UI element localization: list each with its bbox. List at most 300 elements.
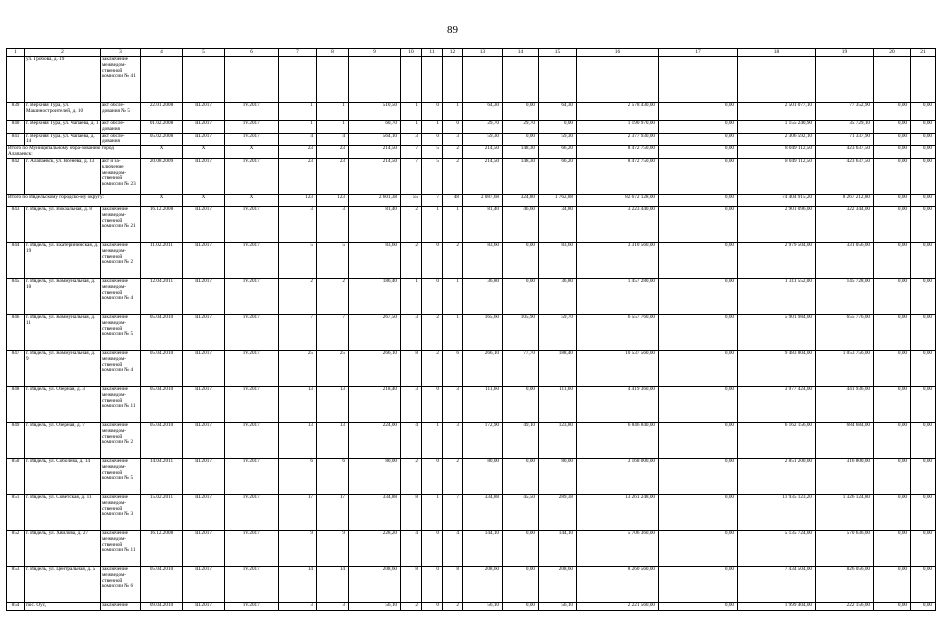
table-cell: 172,90 <box>463 422 503 458</box>
table-cell: 423 637,50 <box>816 158 874 194</box>
table-cell: 0,00 <box>659 566 738 602</box>
table-cell <box>911 57 936 103</box>
table-cell: 144,10 <box>463 530 503 566</box>
header-cell: 20 <box>874 49 911 57</box>
table-cell: 3 <box>401 314 422 350</box>
table-row <box>7 494 936 530</box>
housing-table <box>6 48 936 611</box>
table-cell: 852 <box>7 530 25 566</box>
header-cell: 1 <box>7 49 25 57</box>
table-cell: 4 <box>279 133 317 146</box>
table-cell: 842 <box>7 158 25 194</box>
table-cell: 1 <box>279 121 317 134</box>
header-cell: 14 <box>503 49 539 57</box>
table-cell: 0,00 <box>911 314 936 350</box>
table-cell: III.2017 <box>183 242 225 278</box>
table-cell: 228,20 <box>349 530 401 566</box>
table-cell: 0,00 <box>659 103 738 121</box>
table-cell: 334,88 <box>349 494 401 530</box>
table-cell: г. Ивдель, ул. Озерная, д. 3 <box>25 386 101 422</box>
table-cell: 0,00 <box>874 133 911 146</box>
table-cell: 0,00 <box>503 530 539 566</box>
table-cell: 0,00 <box>911 566 936 602</box>
table-cell: 1 <box>401 103 422 121</box>
header-cell: 16 <box>577 49 659 57</box>
table-cell: IV.2017 <box>225 566 279 602</box>
table-cell: 3 168 000,00 <box>577 458 659 494</box>
table-cell: 6 846 840,00 <box>577 422 659 458</box>
table-row <box>7 350 936 386</box>
table-cell: 8 472 750,00 <box>577 158 659 194</box>
table-cell: 3 <box>279 602 317 610</box>
table-cell: 05.04.2010 <box>141 566 183 602</box>
table-cell: 1 155 240,90 <box>738 121 816 134</box>
table-cell: 441 936,00 <box>816 386 874 422</box>
table-cell: 0,00 <box>659 278 738 314</box>
table-cell: 9 <box>317 530 349 566</box>
table-cell: IV.2017 <box>225 133 279 146</box>
header-cell: 9 <box>349 49 401 57</box>
table-cell: 3 310 560,00 <box>577 242 659 278</box>
table-cell: г. Ивдель, ул. Коммунальная, д. 10 <box>25 278 101 314</box>
table-cell: 0,00 <box>911 422 936 458</box>
table-cell: 11.02.2011 <box>141 242 183 278</box>
table-cell: 22.01.2008 <box>141 103 183 121</box>
table-cell <box>317 57 349 103</box>
table-cell: заключение <box>101 602 141 610</box>
table-cell: 0,00 <box>503 602 539 610</box>
table-cell: 8 260 560,00 <box>577 566 659 602</box>
table-cell: г. Алапаевск, ул. Ясенева, д. 13 <box>25 158 101 194</box>
table-cell: 6 162 156,00 <box>738 422 816 458</box>
table-cell: 331 056,00 <box>816 242 874 278</box>
table-cell: 0,00 <box>874 314 911 350</box>
table-cell: 7 <box>279 314 317 350</box>
table-cell: 3 977 424,00 <box>738 386 816 422</box>
table-row <box>7 566 936 602</box>
table-cell: 105,90 <box>503 314 539 350</box>
table-cell: 0 <box>422 458 443 494</box>
table-cell: 2 <box>279 278 317 314</box>
table-cell: 23 <box>279 146 317 159</box>
table-cell: III.2017 <box>183 206 225 242</box>
table-cell: 851 <box>7 494 25 530</box>
header-cell: 15 <box>539 49 577 57</box>
table-cell: 82 672 128,00 <box>577 194 659 206</box>
table-cell: 0,00 <box>659 458 738 494</box>
table-cell: IV.2017 <box>225 530 279 566</box>
table-cell: 48 <box>443 194 463 206</box>
table-row <box>7 206 936 242</box>
table-cell: 847 <box>7 350 25 386</box>
table-cell: 839 <box>7 103 25 121</box>
table-cell: 35 729,10 <box>816 121 874 134</box>
table-cell: 1 <box>422 422 443 458</box>
table-cell: акт обсле-дования <box>101 133 141 146</box>
table-cell: 0,00 <box>659 422 738 458</box>
table-cell: III.2017 <box>183 350 225 386</box>
table-cell: 64,30 <box>463 103 503 121</box>
table-cell: 0,00 <box>874 422 911 458</box>
table-cell: г. Ивдель, ул. Центральная, д. 5 <box>25 566 101 602</box>
table-cell: 15.02.2011 <box>141 494 183 530</box>
table-cell: 80,00 <box>539 458 577 494</box>
table-cell: г. Ивдель, ул. Вокзальная, д. 8 <box>25 206 101 242</box>
table-cell: 81,40 <box>463 206 503 242</box>
table-cell: 5 135 724,00 <box>738 530 816 566</box>
table-cell: 2 <box>401 242 422 278</box>
table-cell: заключение межведом-ственной комиссии № 2 <box>101 422 141 458</box>
table-cell: 0,00 <box>874 566 911 602</box>
table-cell: 0,00 <box>874 146 911 159</box>
table-cell: 123,80 <box>539 422 577 458</box>
table-cell <box>141 57 183 103</box>
table-cell: 2 901 096,00 <box>738 206 816 242</box>
table-cell: 1 <box>443 103 463 121</box>
table-cell: 0,00 <box>911 458 936 494</box>
table-cell: 8 049 112,50 <box>738 146 816 159</box>
table-cell: 23 <box>279 158 317 194</box>
table-cell: 849 <box>7 422 25 458</box>
table-cell: 2 <box>443 242 463 278</box>
table-cell: 13 <box>279 422 317 458</box>
table-cell: 0,00 <box>659 386 738 422</box>
table-cell: 6 <box>443 350 463 386</box>
table-cell: г. Верхняя Тура, ул. Машиностроителей, д. 10 <box>25 103 101 121</box>
header-cell: 17 <box>659 49 738 57</box>
table-cell: 59,70 <box>539 314 577 350</box>
table-cell: 8 472 750,00 <box>577 146 659 159</box>
table-cell: 845 <box>7 278 25 314</box>
table-cell: 841 <box>7 133 25 146</box>
table-cell <box>422 57 443 103</box>
table-cell: 5 <box>317 242 349 278</box>
table-cell: 334,88 <box>463 494 503 530</box>
table-cell: 0,00 <box>911 158 936 194</box>
table-cell: IV.2017 <box>225 350 279 386</box>
table-cell: акт обсле-дования <box>101 121 141 134</box>
table-cell: 4 <box>317 133 349 146</box>
table-cell: 0,00 <box>503 133 539 146</box>
table-cell: 0 <box>422 530 443 566</box>
table-cell: 0 <box>422 602 443 610</box>
table-cell: 2 <box>443 602 463 610</box>
table-cell: 1 999 404,00 <box>738 602 816 610</box>
table-cell: 4 <box>401 530 422 566</box>
table-cell: 8 267 212,80 <box>816 194 874 206</box>
table-cell: 14 <box>279 566 317 602</box>
table-cell: 2 <box>422 314 443 350</box>
table-cell: 01.02.2008 <box>141 121 183 134</box>
table-cell: 848 <box>7 386 25 422</box>
table-cell: заключение межведом-ственной комиссии № 6 <box>101 566 141 602</box>
table-cell: 9 <box>279 530 317 566</box>
table-cell: 1 <box>401 121 422 134</box>
table-cell: 324,80 <box>503 194 539 206</box>
table-cell: 148,30 <box>503 158 539 194</box>
total-row <box>7 146 936 159</box>
table-cell: 2 221 560,00 <box>577 602 659 610</box>
table-cell: 0,00 <box>874 278 911 314</box>
table-cell: 17 <box>279 494 317 530</box>
table-cell: 3 223 440,00 <box>577 206 659 242</box>
table-row <box>7 458 936 494</box>
table-cell: 0,00 <box>911 530 936 566</box>
table-row <box>7 530 936 566</box>
table-cell: 0 <box>422 278 443 314</box>
table-cell: 77,70 <box>503 350 539 386</box>
table-cell: 66,20 <box>539 158 577 194</box>
table-row <box>7 103 936 121</box>
table-cell: 148,30 <box>503 146 539 159</box>
table-cell: 05.02.2008 <box>141 133 183 146</box>
table-cell: III.2017 <box>183 158 225 194</box>
table-cell: 5 <box>279 242 317 278</box>
table-cell: 3 <box>279 206 317 242</box>
table-cell: 6 <box>317 458 349 494</box>
table-cell: 684 684,00 <box>816 422 874 458</box>
table-cell: 7 <box>443 494 463 530</box>
table-cell: 3 <box>443 386 463 422</box>
table-cell: 0,00 <box>503 566 539 602</box>
table-cell: III.2017 <box>183 530 225 566</box>
table-cell: 7 434 504,00 <box>738 566 816 602</box>
table-cell: 20.08.2009 <box>141 158 183 194</box>
table-cell: 0,00 <box>874 194 911 206</box>
table-cell: III.2017 <box>183 386 225 422</box>
table-cell: 12.04.2011 <box>141 278 183 314</box>
table-cell: 4 <box>401 422 422 458</box>
header-cell: 19 <box>816 49 874 57</box>
table-cell: 846 <box>7 314 25 350</box>
table-cell: 1 053 756,00 <box>816 350 874 386</box>
table-cell: 5 901 984,00 <box>738 314 816 350</box>
table-cell: 0,00 <box>874 386 911 422</box>
table-cell: 0,00 <box>911 194 936 206</box>
table-cell: 3 <box>317 206 349 242</box>
table-cell: 2 851 200,00 <box>738 458 816 494</box>
table-cell: 214,50 <box>463 146 503 159</box>
table-cell: 214,50 <box>349 158 401 194</box>
table-cell: г. Ивдель, ул. Советская, д. 11 <box>25 494 101 530</box>
table-cell: 81,40 <box>349 206 401 242</box>
table-cell <box>279 57 317 103</box>
table-cell: 208,60 <box>349 566 401 602</box>
table-cell: 2 306 592,10 <box>738 133 816 146</box>
table-cell: 64,30 <box>539 103 577 121</box>
table-cell: 0,00 <box>503 386 539 422</box>
table-row <box>7 121 936 134</box>
table-cell: заключение межведом-ственной комиссии № 4 <box>101 278 141 314</box>
header-cell: 7 <box>279 49 317 57</box>
header-cell: 3 <box>101 49 141 57</box>
table-cell: 266,10 <box>463 350 503 386</box>
table-cell: 83,60 <box>349 242 401 278</box>
header-cell: 21 <box>911 49 936 57</box>
table-cell <box>463 57 503 103</box>
table-cell: 1 457 280,00 <box>577 278 659 314</box>
table-cell: 29,70 <box>503 121 539 134</box>
table-cell: 2 601,38 <box>349 194 401 206</box>
table-cell: заключение межведом-ственной комиссии № 3 <box>101 494 141 530</box>
table-cell: III.2017 <box>183 494 225 530</box>
table-cell: 13 <box>317 422 349 458</box>
table-cell: 0,00 <box>874 158 911 194</box>
table-cell: 09.04.2010 <box>141 602 183 610</box>
table-cell: 208,60 <box>539 566 577 602</box>
table-cell: 0,00 <box>659 146 738 159</box>
table-cell: 45,50 <box>503 494 539 530</box>
table-cell: 2 <box>422 350 443 386</box>
table-cell: 0 <box>422 103 443 121</box>
table-cell: 66,20 <box>539 146 577 159</box>
table-cell: г. Ивдель, ул. Коммунальная, д. 9 <box>25 350 101 386</box>
table-cell: 05.04.2010 <box>141 350 183 386</box>
table-cell: акт и за-ключение межведом-ственной комиссии № 23 <box>101 158 141 194</box>
table-cell: 5 <box>422 158 443 194</box>
table-cell: IV.2017 <box>225 206 279 242</box>
table-cell: IV.2017 <box>225 314 279 350</box>
table-cell: г. Верхняя Тура, ул. Чапаева, д. 1 <box>25 121 101 134</box>
table-cell: 1 190 970,00 <box>577 121 659 134</box>
table-cell: 144,10 <box>539 530 577 566</box>
table-cell <box>443 57 463 103</box>
header-cell: 12 <box>443 49 463 57</box>
table-cell: 2 <box>443 158 463 194</box>
table-cell: 2 501 077,10 <box>738 103 816 121</box>
table-cell: 655 776,00 <box>816 314 874 350</box>
table-cell: 1 762,88 <box>539 194 577 206</box>
table-cell: 0 <box>443 121 463 134</box>
table-cell: III.2017 <box>183 121 225 134</box>
table-cell: 1 326 124,80 <box>816 494 874 530</box>
table-cell: 13 <box>317 386 349 422</box>
table-cell: III.2017 <box>183 133 225 146</box>
table-cell: 0,00 <box>874 458 911 494</box>
table-cell: 208,60 <box>463 566 503 602</box>
table-cell: 3 <box>317 602 349 610</box>
table-cell: 2 <box>443 146 463 159</box>
table-row <box>7 158 936 194</box>
table-cell: 2 <box>401 458 422 494</box>
table-cell: IV.2017 <box>225 422 279 458</box>
table-cell: 0,00 <box>911 386 936 422</box>
table-cell: 0,00 <box>874 350 911 386</box>
table-cell: 4 <box>443 530 463 566</box>
table-cell: 0 <box>422 566 443 602</box>
table-cell: 0,00 <box>659 530 738 566</box>
table-cell: 1 <box>317 103 349 121</box>
table-cell: 17 <box>317 494 349 530</box>
table-cell: 0,00 <box>874 494 911 530</box>
table-cell: 1 <box>443 278 463 314</box>
table-cell: 188,40 <box>539 350 577 386</box>
table-cell: 0,00 <box>503 458 539 494</box>
header-cell: 18 <box>738 49 816 57</box>
table-cell: заключение межведом-ственной комиссии № 5 <box>101 458 141 494</box>
table-cell: 0,00 <box>503 103 539 121</box>
table-cell <box>225 57 279 103</box>
table-cell: 510,50 <box>349 103 401 121</box>
table-cell: 46,60 <box>503 206 539 242</box>
table-cell: 145 728,00 <box>816 278 874 314</box>
table-cell: 23 <box>317 146 349 159</box>
table-row <box>7 422 936 458</box>
table-cell: 0,00 <box>659 121 738 134</box>
table-cell: 322 344,00 <box>816 206 874 242</box>
table-cell: 71 337,90 <box>816 133 874 146</box>
table-cell: 222 156,00 <box>816 602 874 610</box>
table-cell: 5 <box>422 146 443 159</box>
table-cell: г. Верхняя Тура, ул. Чапаева, д. 14 <box>25 133 101 146</box>
table-cell: 853 <box>7 566 25 602</box>
table-cell: 224,00 <box>349 422 401 458</box>
table-cell: 0,00 <box>659 194 738 206</box>
table-cell: 2 <box>401 602 422 610</box>
header-cell: 6 <box>225 49 279 57</box>
table-cell: 0 <box>422 133 443 146</box>
header-cell: 4 <box>141 49 183 57</box>
table-cell: 1 <box>422 494 443 530</box>
table-cell: 1 <box>422 121 443 134</box>
table-cell <box>503 57 539 103</box>
header-cell: 5 <box>183 49 225 57</box>
table-cell: 3 <box>443 422 463 458</box>
table-cell: 9 483 804,00 <box>738 350 816 386</box>
table-cell: заключение межведом-ственной комиссии № 11 <box>101 530 141 566</box>
table-cell: 05.04.2010 <box>141 386 183 422</box>
table-cell: III.2017 <box>183 314 225 350</box>
table-cell: IV.2017 <box>225 602 279 610</box>
table-row <box>7 386 936 422</box>
table-cell: 0,00 <box>874 121 911 134</box>
table-cell: 0,00 <box>659 206 738 242</box>
table-row <box>7 242 936 278</box>
total-row <box>7 194 936 206</box>
table-cell <box>874 57 911 103</box>
table-cell: 1 <box>422 206 443 242</box>
table-cell: 0,00 <box>874 530 911 566</box>
table-cell: 316 800,00 <box>816 458 874 494</box>
table-cell: 25 <box>279 350 317 386</box>
table-cell: 2 <box>443 458 463 494</box>
table-cell: 7 <box>422 194 443 206</box>
table-cell: III.2017 <box>183 422 225 458</box>
table-cell: 850 <box>7 458 25 494</box>
table-cell: 1 311 552,00 <box>738 278 816 314</box>
table-cell: 0,00 <box>659 133 738 146</box>
table-cell <box>7 57 25 103</box>
table-cell <box>349 57 401 103</box>
table-cell: 0,00 <box>874 242 911 278</box>
table-cell: г. Ивдель, ул. Озерная, д. 7 <box>25 422 101 458</box>
table-cell: 23 <box>317 158 349 194</box>
table-cell: 2 578 430,00 <box>577 103 659 121</box>
table-cell: X <box>225 194 279 206</box>
table-cell: 0,00 <box>539 121 577 134</box>
table-cell: 8 <box>401 350 422 386</box>
table-cell: 74 404 915,20 <box>738 194 816 206</box>
total-label: Итого по Ивдельскому городско-му округу: <box>7 194 141 206</box>
table-cell: 0,00 <box>659 242 738 278</box>
table-cell: 840 <box>7 121 25 134</box>
table-cell: 36,80 <box>463 278 503 314</box>
table-cell: X <box>183 146 225 159</box>
table-cell: 59,30 <box>463 133 503 146</box>
table-cell: 7 <box>401 158 422 194</box>
table-cell: 2 <box>401 206 422 242</box>
table-cell: 1 <box>401 278 422 314</box>
